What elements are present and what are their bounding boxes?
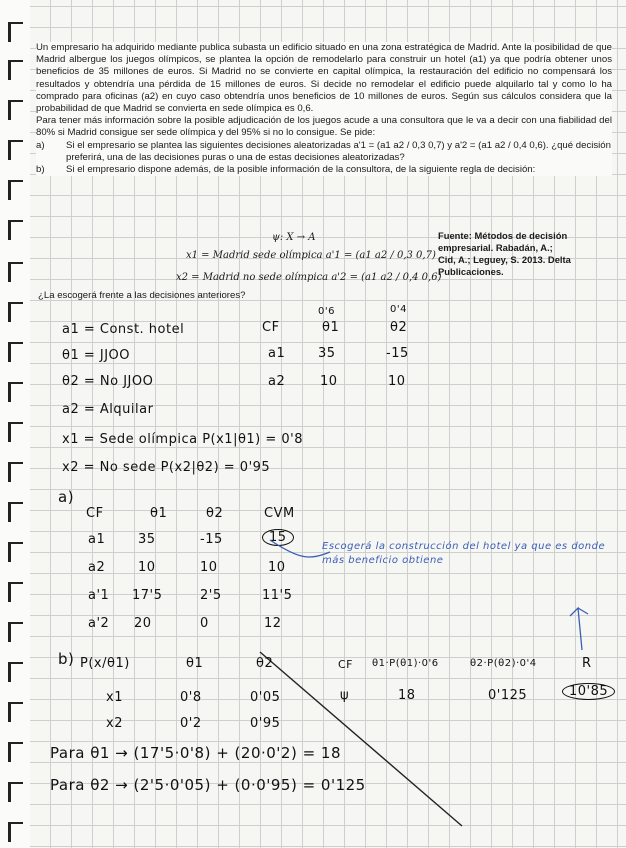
b-row-x2: x2 (106, 716, 123, 731)
b-value-0125: 0'125 (488, 688, 528, 703)
a-a2-theta2: 10 (200, 560, 218, 575)
a-header-theta1: θ1 (150, 506, 168, 521)
a-a1-theta1: 35 (138, 532, 156, 547)
a-row-a2: a2 (88, 560, 106, 575)
a-row-ap2: a'2 (88, 616, 110, 631)
a-header-cvm: CVM (264, 506, 295, 521)
b-psi: ψ (340, 688, 350, 703)
cf-a2-theta1: 10 (320, 374, 338, 389)
def-x1: x1 = Sede olímpica P(x1|θ1) = 0'8 (62, 432, 304, 447)
x1-rule: x1 = Madrid sede olímpica a'1 = (a1 a2 / 0,3 0,7) (186, 250, 436, 261)
question-a-label: a) (36, 139, 45, 151)
a-ap2-theta1: 20 (134, 616, 152, 631)
b-row-x1: x1 (106, 690, 123, 705)
source-citation: Fuente: Métodos de decisión empresarial. Rabadán, A.; Cid, A.; Leguey, S. 2013. Delta Publicaciones. (438, 230, 571, 277)
a-ap1-cvm: 11'5 (262, 588, 293, 603)
closing-question: ¿La escogerá frente a las decisiones anteriores? (38, 290, 246, 301)
prob-theta1: 0'6 (318, 306, 335, 317)
cf-a1-theta1: 35 (318, 346, 336, 361)
a-ap2-theta2: 0 (200, 616, 209, 631)
def-theta1: θ1 = JJOO (62, 348, 131, 363)
a-ap1-theta1: 17'5 (132, 588, 163, 603)
b-result (562, 684, 615, 699)
question-b-label: b) (36, 164, 45, 176)
b-header-px: P(x/θ1) (80, 656, 130, 671)
cf-row-a2: a2 (268, 374, 286, 389)
def-theta2: θ2 = No JJOO (62, 374, 154, 389)
b-value-18: 18 (398, 688, 416, 703)
decision-rule: ψ: X → A (272, 232, 316, 243)
up-arrow (570, 608, 588, 650)
cf-a2-theta2: 10 (388, 374, 406, 389)
part-a-label: a) (58, 488, 75, 506)
question-a-text: Si el empresario se plantea las siguientes decisiones aleatorizadas a'1 = (a1 a2 / 0,3 0,7) y a'2 = (a1 a2 / 0,4 0,6). ¿qué decisión preferirá, una de las decisiones puras o una de estas decisiones aleatorizadas? (66, 139, 611, 163)
cf-a1-theta2: -15 (386, 346, 409, 361)
a-header-theta2: θ2 (206, 506, 224, 521)
a-header-cf: CF (86, 506, 104, 521)
def-a1: a1 = Const. hotel (62, 322, 185, 337)
a-ap1-theta2: 2'5 (200, 588, 222, 603)
a-a2-cvm: 10 (268, 560, 286, 575)
cf-header-cf: CF (262, 320, 280, 335)
b-x2-theta1: 0'2 (180, 716, 202, 731)
b-header-theta1p: θ1·P(θ1)·0'6 (372, 658, 439, 669)
a-row-a1: a1 (88, 532, 106, 547)
note-arrow (270, 540, 330, 557)
question-b-text: Si el empresario dispone además, de la posible información de la consultora, de la siguiente regla de decisión: (66, 164, 536, 176)
b-header-theta2p: θ2·P(θ2)·0'4 (470, 658, 537, 669)
a-a2-theta1: 10 (138, 560, 156, 575)
b-x2-theta2: 0'95 (250, 716, 281, 731)
b-header-theta1: θ1 (186, 656, 204, 671)
problem-paragraph-1: Un empresario ha adquirido mediante publica subasta un edificio situado en una zona estratégica de Madrid. Ante la posibilidad de que Madrid albergue los juegos olímpicos, se plantea la opción de remodelarlo para construir un hotel (a1) ya que podría obtener unos beneficios de 35 millones de euros. Si Madrid no se convierte en capital olímpica, la restauración del edificio no compensará los resultados y obtendría una pérdida de 15 millones de euros. Si decide no remodelar el edificio puede alquilarlo tal y como lo ha comprado para oficinas (a2) en cuyo caso obtendría unos beneficios de 10 millones de euros. Según sus cálculos considera que la probabilidad de que Madrid se convierta en sede olímpica es 0,6. (36, 42, 612, 115)
b-header-theta2: θ2 (256, 656, 274, 671)
a-ap2-cvm: 12 (264, 616, 282, 631)
a-a1-theta2: -15 (200, 532, 223, 547)
calc-theta1: Para θ1 → (17'5·0'8) + (20·0'2) = 18 (50, 744, 342, 762)
part-b-label: b) (58, 650, 75, 668)
b-header-r: R (582, 656, 592, 671)
def-x2: x2 = No sede P(x2|θ2) = 0'95 (62, 460, 271, 475)
cf-row-a1: a1 (268, 346, 286, 361)
prob-theta2: 0'4 (390, 304, 407, 315)
diagonal-stroke (260, 652, 462, 826)
cf-header-theta2: θ2 (390, 320, 408, 335)
b-x1-theta2: 0'05 (250, 690, 281, 705)
problem-paragraph-2: Para tener más información sobre la posible adjudicación de los juegos acude a una consultora que le va a decir con una fiabilidad del 80% si Madrid consigue ser sede olímpica y del 95% si no lo consigue. Se pide: (36, 115, 612, 139)
a-row-ap1: a'1 (88, 588, 110, 603)
b-header-cf: CF (338, 658, 354, 671)
cf-header-theta1: θ1 (322, 320, 340, 335)
a-a1-cvm-value: 15 (262, 529, 294, 546)
calc-theta2: Para θ2 → (2'5·0'05) + (0·0'95) = 0'125 (50, 776, 366, 794)
b-x1-theta1: 0'8 (180, 690, 202, 705)
x2-rule: x2 = Madrid no sede olímpica a'2 = (a1 a2 / 0,4 0,6) (176, 272, 442, 283)
def-a2: a2 = Alquilar (62, 402, 154, 417)
part-a-conclusion: Escogerá la construcción del hotel ya que es donde más beneficio obtiene (322, 541, 606, 566)
b-result-value: 10'85 (562, 683, 615, 700)
